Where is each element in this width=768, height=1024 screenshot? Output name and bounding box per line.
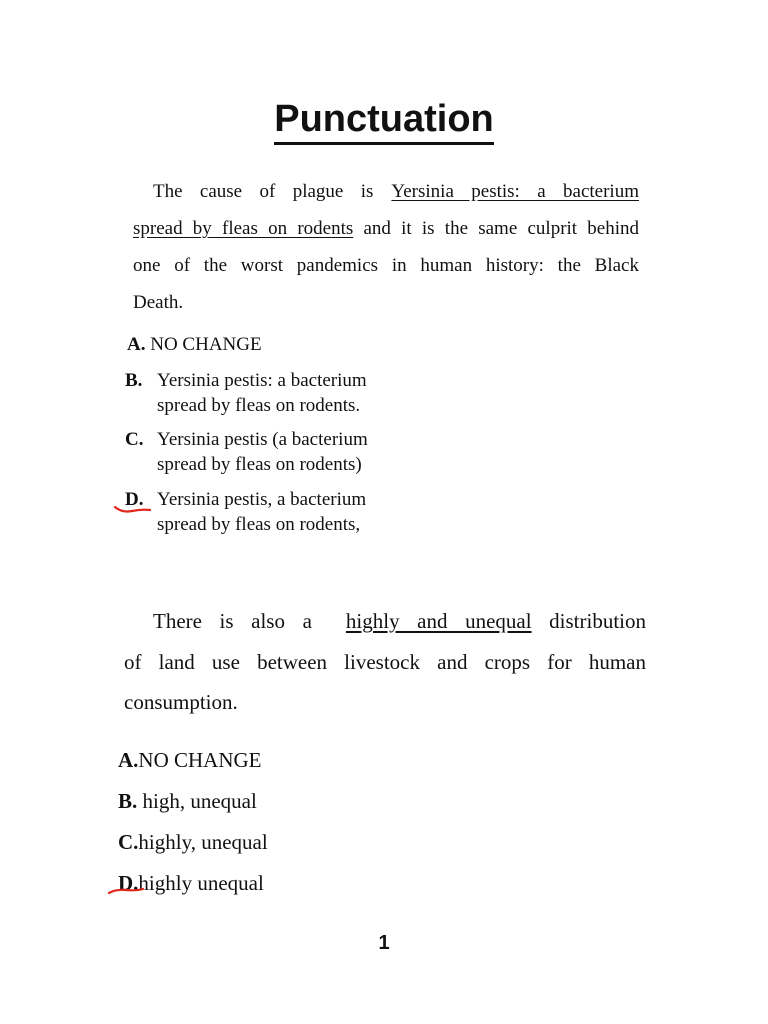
passage-line: one of the worst pandemics in human history: the Black <box>133 255 639 276</box>
answer-mark <box>106 886 146 898</box>
option-b: B. Yersinia pestis: a bacterium <box>125 370 367 391</box>
option-b-continued: spread by fleas on rodents. <box>157 395 361 416</box>
option-a: A. NO CHANGE <box>127 334 262 355</box>
option-c-continued: spread by fleas on rodents) <box>157 454 362 475</box>
option-c: C. Yersinia pestis (a bacterium <box>125 429 368 450</box>
passage-line: spread by fleas on rodents and it is the same culprit behind <box>133 218 640 239</box>
page-title: Punctuation <box>0 98 768 141</box>
underlined-text: highly and unequal <box>345 609 532 633</box>
passage-line: of land use between livestock and crops for human <box>124 650 646 674</box>
option-d-continued: spread by fleas on rodents, <box>157 514 361 535</box>
underlined-text: spread by fleas on rodents <box>133 218 354 239</box>
passage-line: There is also a highly and unequal distribution <box>153 609 646 633</box>
option-d: D. Yersinia pestis, a bacterium <box>125 489 367 510</box>
option-a: A.NO CHANGE <box>118 748 262 772</box>
answer-mark <box>112 503 152 515</box>
option-c: C.highly, unequal <box>118 830 268 854</box>
underlined-text: Yersinia pestis: a bacterium <box>391 181 639 202</box>
passage-line: consumption. <box>124 690 238 714</box>
page-number: 1 <box>378 932 390 954</box>
option-d: D.highly unequal <box>118 871 264 895</box>
passage-line: The cause of plague is Yersinia pestis: a bacterium <box>153 181 639 202</box>
option-b: B. high, unequal <box>118 789 257 813</box>
passage-line: Death. <box>133 292 184 313</box>
